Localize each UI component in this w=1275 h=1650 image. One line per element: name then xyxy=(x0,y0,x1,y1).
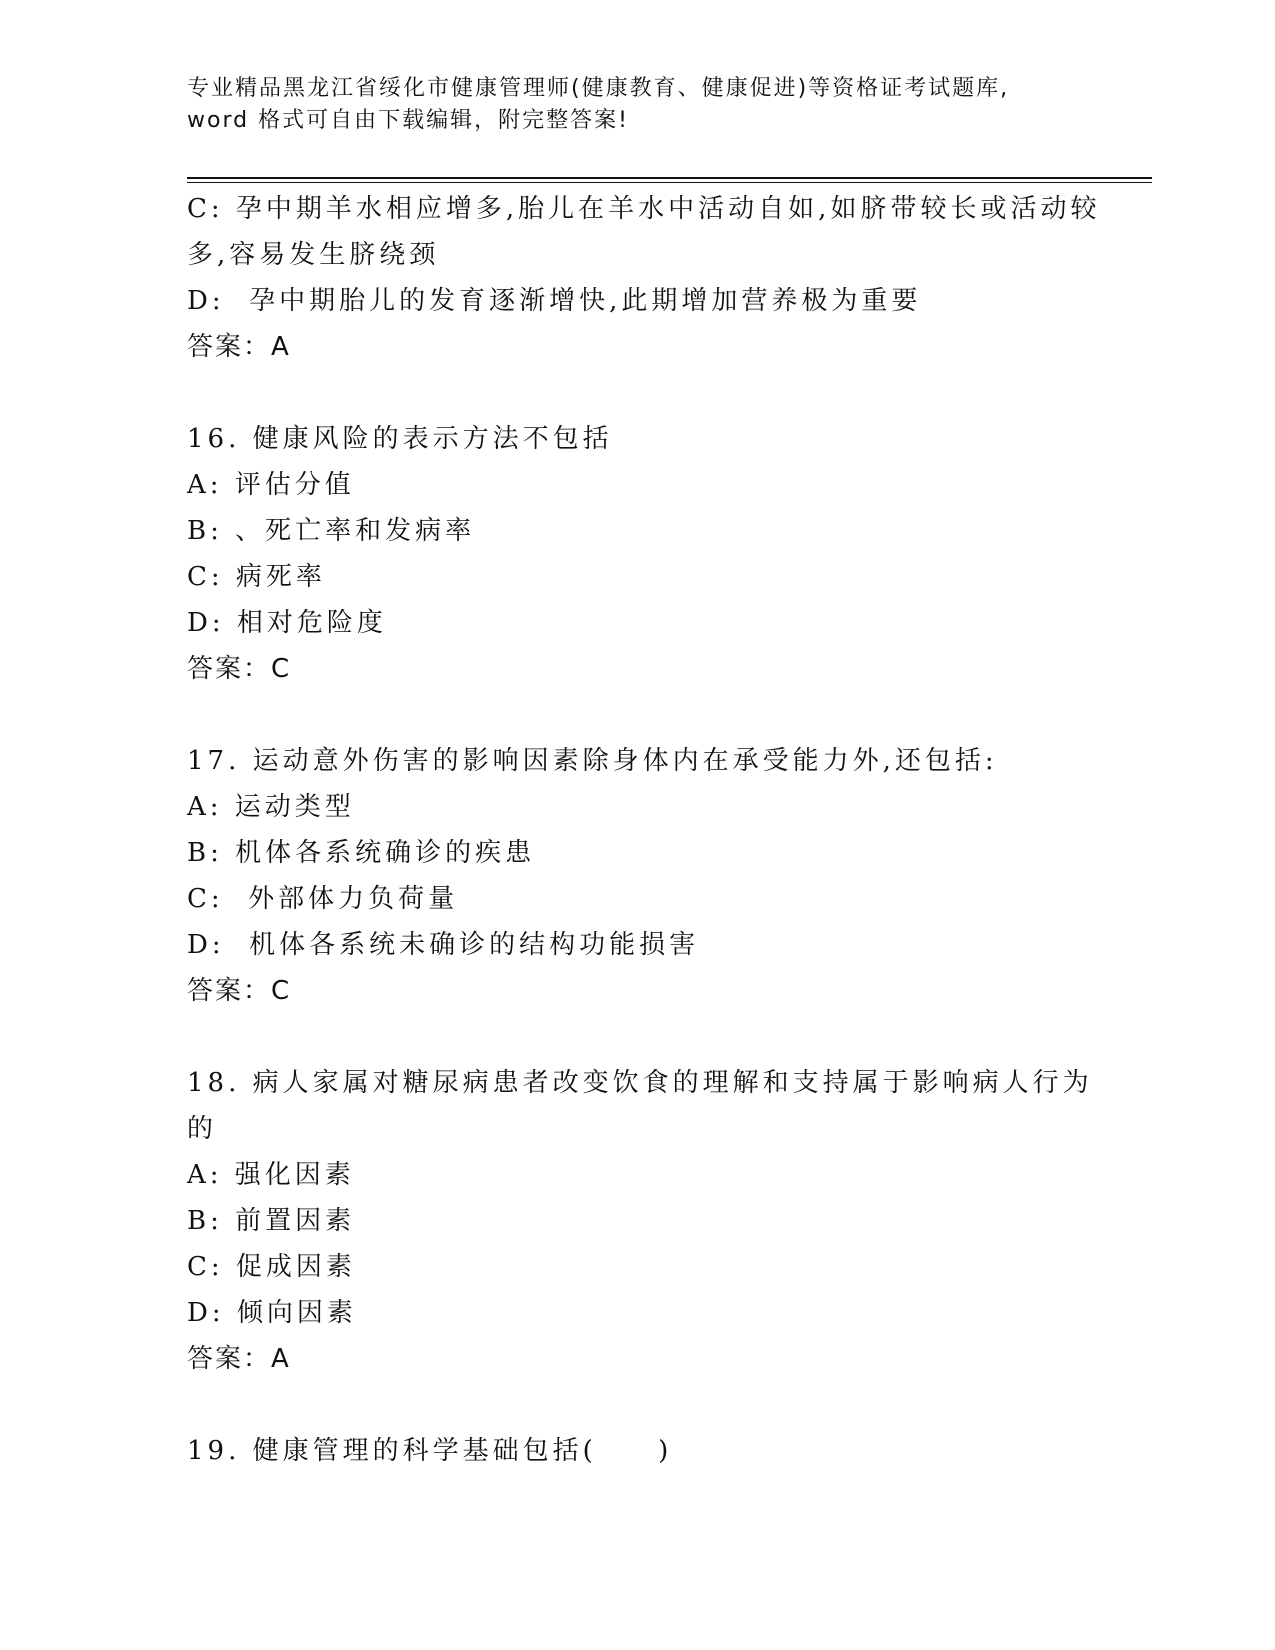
option-d: D: 倾向因素 xyxy=(187,1298,357,1328)
question-gap xyxy=(187,370,1087,416)
option-c: C: 病死率 xyxy=(187,562,326,592)
answer: 答案：A xyxy=(187,332,291,362)
question-17 xyxy=(187,738,1087,1014)
header-title-line2: word 格式可自由下载编辑，附完整答案! xyxy=(187,108,629,133)
option-c: C: 促成因素 xyxy=(187,1252,356,1282)
option-d: D: 相对危险度 xyxy=(187,608,387,638)
answer: 答案：C xyxy=(187,654,292,684)
option-a: A: 运动类型 xyxy=(187,792,355,822)
answer: 答案：A xyxy=(187,1344,291,1374)
question-text-continued: 的 xyxy=(187,1114,218,1144)
answer: 答案：C xyxy=(187,976,292,1006)
option-b: B: 机体各系统确诊的疾患 xyxy=(187,838,536,868)
header-divider-thick xyxy=(187,177,1152,179)
option-b: B: 、死亡率和发病率 xyxy=(187,516,476,546)
option-a: A: 评估分值 xyxy=(187,470,355,500)
option-c: C: 孕中期羊水相应增多,胎儿在羊水中活动自如,如脐带较长或活动较 xyxy=(187,194,1101,224)
question-18 xyxy=(187,1060,1093,1382)
header-divider-thin xyxy=(187,182,1152,183)
option-b: B: 前置因素 xyxy=(187,1206,356,1236)
option-d: D: 孕中期胎儿的发育逐渐增快,此期增加营养极为重要 xyxy=(187,286,922,316)
option-c: C: 外部体力负荷量 xyxy=(187,884,459,914)
question-gap xyxy=(187,1014,1087,1060)
question-15-tail xyxy=(187,186,1101,370)
question-text: 18. 病人家属对糖尿病患者改变饮食的理解和支持属于影响病人行为 xyxy=(187,1068,1093,1098)
document-header xyxy=(187,73,1087,137)
question-text: 17. 运动意外伤害的影响因素除身体内在承受能力外,还包括: xyxy=(187,746,998,776)
header-title-line1: 专业精品黑龙江省绥化市健康管理师(健康教育、健康促进)等资格证考试题库, xyxy=(187,76,1010,101)
question-gap xyxy=(187,692,1087,738)
question-list xyxy=(187,186,1101,1474)
question-text: 16. 健康风险的表示方法不包括 xyxy=(187,424,613,454)
option-c-continued: 多,容易发生脐绕颈 xyxy=(187,240,440,270)
question-19 xyxy=(187,1428,1087,1474)
option-d: D: 机体各系统未确诊的结构功能损害 xyxy=(187,930,700,960)
question-text: 19. 健康管理的科学基础包括( ) xyxy=(187,1436,673,1466)
option-a: A: 强化因素 xyxy=(187,1160,355,1190)
question-gap xyxy=(187,1382,1087,1428)
question-16 xyxy=(187,416,1087,692)
